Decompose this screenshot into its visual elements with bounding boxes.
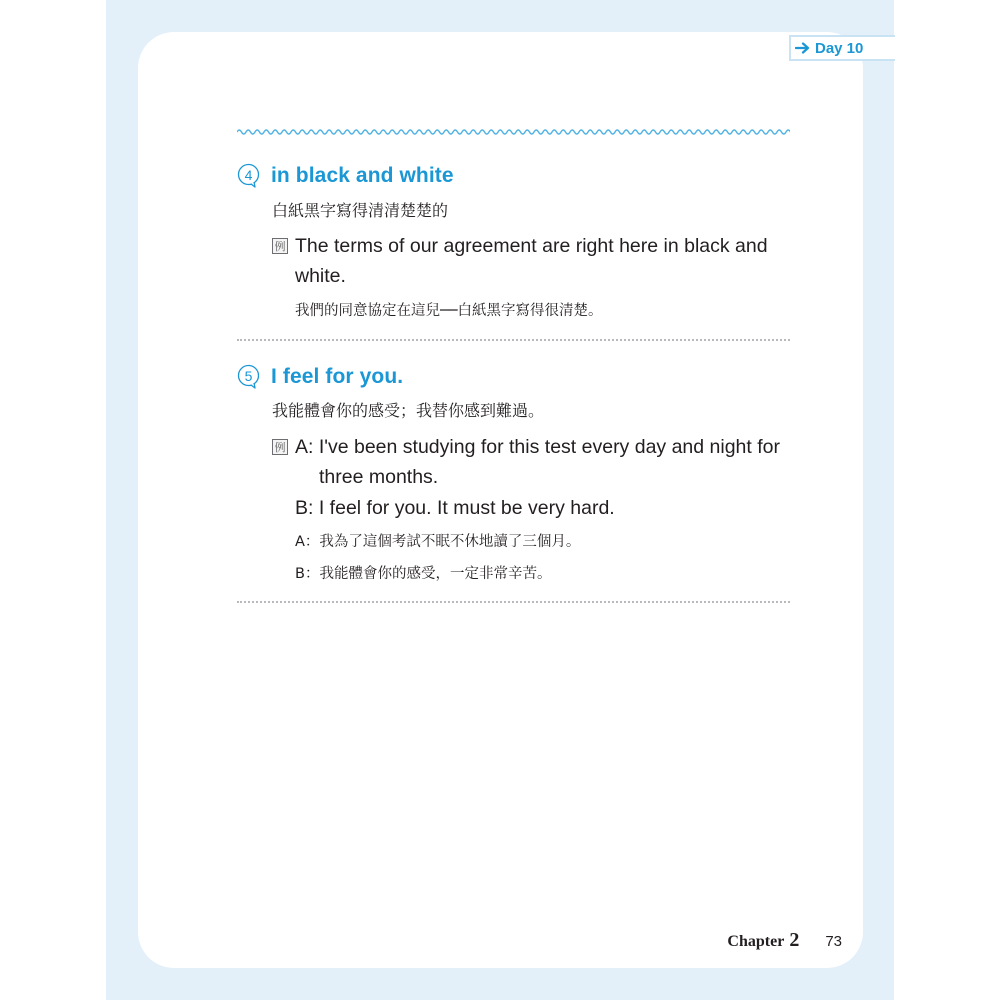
chapter-label: Chapter <box>727 933 785 950</box>
example-sentence: white. <box>295 265 346 287</box>
dialogue-line: A: I've been studying for this test every day and night for <box>295 436 780 458</box>
entry-meaning: 白紙黑字寫得清清楚楚的 <box>272 201 449 220</box>
section-divider <box>237 601 790 603</box>
entry-heading <box>237 163 454 188</box>
dialogue-line: B: I feel for you. It must be very hard. <box>295 497 615 519</box>
dialogue-translation: A：我為了這個考試不眠不休地讀了三個月。 <box>295 534 581 550</box>
day-tab <box>789 35 895 61</box>
entry-number-badge <box>237 364 262 389</box>
example-translation: 我們的同意協定在這兒──白紙黑字寫得很清楚。 <box>295 303 603 319</box>
entry-number-badge <box>237 163 262 188</box>
entry-number: 5 <box>244 367 253 384</box>
entry-title: I feel for you. <box>271 364 404 388</box>
day-label: Day 10 <box>815 39 864 57</box>
entry-heading <box>237 364 403 389</box>
example-sentence: The terms of our agreement are right here in black and <box>295 235 768 257</box>
example-marker-icon: 例 <box>272 238 288 254</box>
chapter-number: 2 <box>789 929 800 951</box>
section-divider <box>237 339 790 341</box>
entry-number: 4 <box>244 166 253 183</box>
arrow-right-icon <box>795 41 811 55</box>
page-footer <box>727 929 842 952</box>
entry-title: in black and white <box>271 163 454 187</box>
wave-divider <box>237 127 790 137</box>
dialogue-translation: B：我能體會你的感受，一定非常辛苦。 <box>295 566 552 582</box>
entry-meaning: 我能體會你的感受；我替你感到難過。 <box>272 401 545 420</box>
example-marker-icon: 例 <box>272 439 288 455</box>
page-number: 73 <box>825 933 842 950</box>
dialogue-line: three months. <box>319 466 439 488</box>
